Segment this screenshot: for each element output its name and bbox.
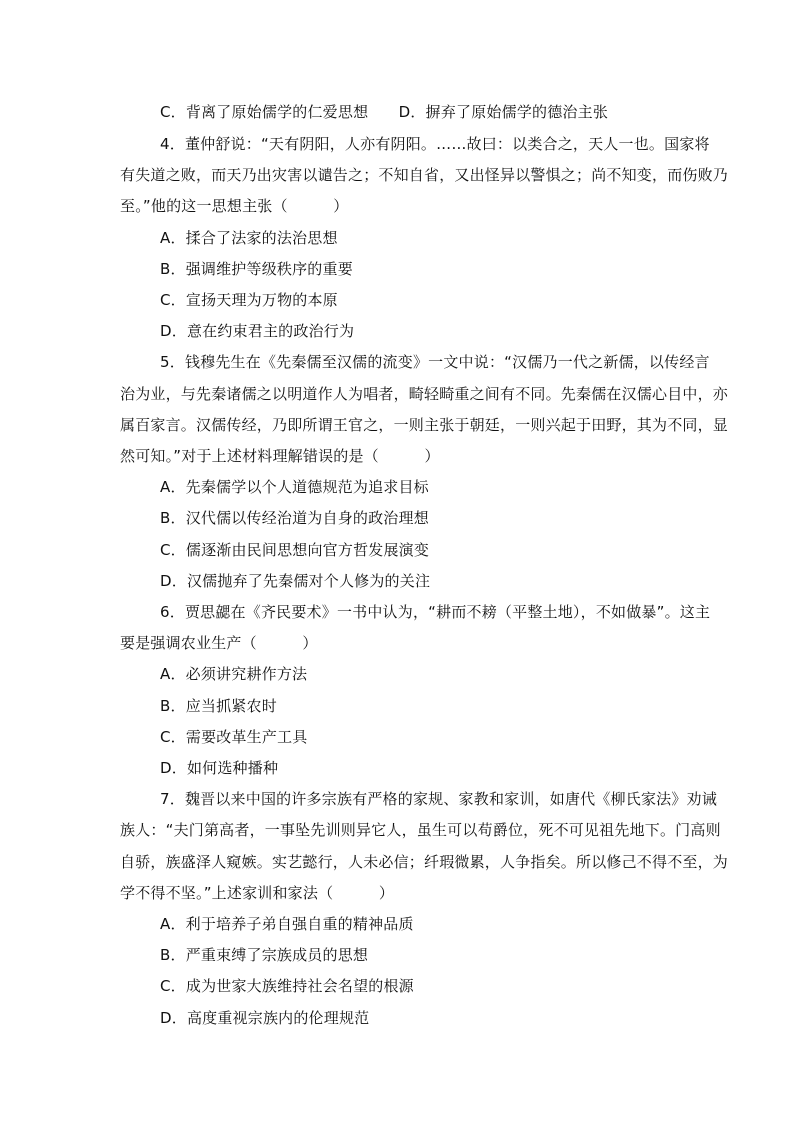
- q3-options-cd: C．背离了原始儒学的仁爱思想 D．摒弃了原始儒学的德治主张: [160, 103, 609, 121]
- q4-stem-line-3: 至。”他的这一思想主张（ ）: [120, 197, 349, 215]
- q5-stem-line-1: 5．钱穆先生在《先秦儒至汉儒的流变》一文中说：“汉儒乃一代之新儒，以传经言: [160, 353, 710, 371]
- q5-option-b: B．汉代儒以传经治道为自身的政治理想: [160, 509, 429, 527]
- q4-option-d: D．意在约束君主的政治行为: [160, 322, 355, 340]
- q5-option-a: A．先秦儒学以个人道德规范为追求目标: [160, 478, 429, 496]
- q5-stem-line-4: 然可知。”对于上述材料理解错误的是（ ）: [120, 447, 440, 465]
- q7-option-b: B．严重束缚了宗族成员的思想: [160, 946, 369, 964]
- q5-stem-line-3: 属百家言。汉儒传经，乃即所谓王官之，一则主张于朝廷，一则兴起于田野，其为不同，显: [120, 416, 729, 434]
- q7-option-c: C．成为世家大族维持社会名望的根源: [160, 977, 414, 995]
- q6-option-b: B．应当抓紧农时: [160, 697, 277, 715]
- q4-stem-line-2: 有失道之败，而天乃出灾害以谴告之；不知自省，又出怪异以警惧之；尚不知变，而伤败乃: [120, 166, 729, 184]
- q7-option-a: A．利于培养子弟自强自重的精神品质: [160, 915, 414, 933]
- q7-option-d: D．高度重视宗族内的伦理规范: [160, 1009, 370, 1027]
- q5-option-d: D．汉儒抛弃了先秦儒对个人修为的关注: [160, 572, 431, 590]
- q6-option-a: A．必须讲究耕作方法: [160, 665, 308, 683]
- q4-option-c: C．宣扬天理为万物的本原: [160, 291, 338, 309]
- q7-stem-line-3: 自骄，族盛泽人窥嫉。实艺懿行，人未必信；纤瑕微累，人争指矣。所以修己不得不至，为: [120, 853, 729, 871]
- q6-stem-line-2: 要是强调农业生产（ ）: [120, 634, 318, 652]
- q6-stem-line-1: 6．贾思勰在《齐民要术》一书中认为，“耕而不耪（平整土地），不如做暴”。这主: [160, 603, 711, 621]
- q4-option-b: B．强调维护等级秩序的重要: [160, 260, 353, 278]
- q7-stem-line-4: 学不得不坚。”上述家训和家法（ ）: [120, 884, 395, 902]
- q4-stem-line-1: 4．董仲舒说：“天有阴阳，人亦有阴阳。……故曰：以类合之，天人一也。国家将: [160, 135, 710, 153]
- q5-option-c: C．儒逐渐由民间思想向官方哲发展演变: [160, 541, 430, 559]
- q5-stem-line-2: 治为业，与先秦诸儒之以明道作人为唱者，畸轻畸重之间有不同。先秦儒在汉儒心目中，亦: [120, 385, 729, 403]
- q4-option-a: A．揉合了法家的法治思想: [160, 229, 338, 247]
- q6-option-d: D．如何选种播种: [160, 759, 279, 777]
- q6-option-c: C．需要改革生产工具: [160, 728, 308, 746]
- q7-stem-line-1: 7．魏晋以来中国的许多宗族有严格的家规、家教和家训，如唐代《柳氏家法》劝诫: [160, 790, 717, 808]
- q7-stem-line-2: 族人：“夫门第高者，一事坠先训则异它人，虽生可以苟爵位，死不可见祖先地下。门高则: [120, 821, 721, 839]
